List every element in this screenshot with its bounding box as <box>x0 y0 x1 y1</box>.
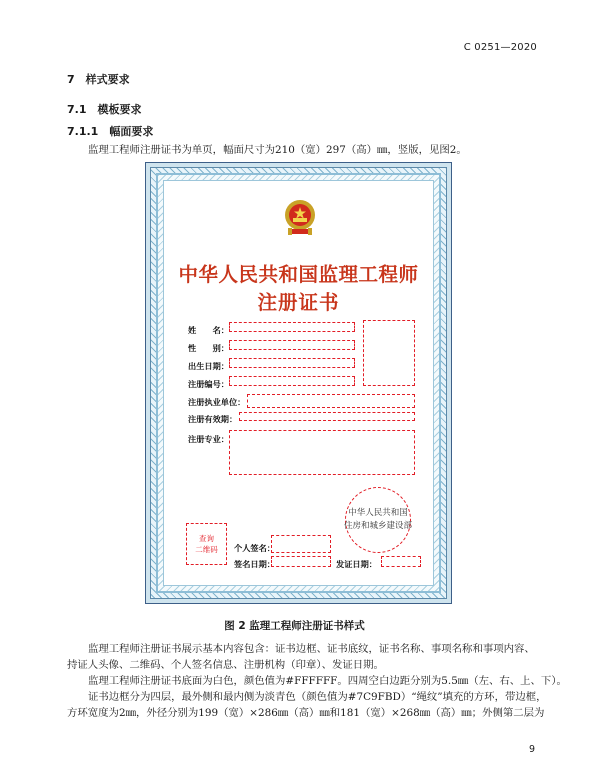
label-registration-major: 注册专业： <box>188 434 229 444</box>
certificate-title-line1: 中华人民共和国监理工程师 <box>178 263 419 286</box>
name-field-box <box>229 322 355 332</box>
label-signature: 个人签名： <box>234 543 275 553</box>
section-heading-7: 7 样式要求 <box>67 73 130 86</box>
sign-date-field-box <box>271 556 331 567</box>
certificate-title-line2: 注册证书 <box>257 291 340 314</box>
paragraph-size-requirement: 监理工程师注册证书为单页，幅面尺寸为210（宽）297（高）㎜，竖版，见图2。 <box>88 144 467 156</box>
seal-text-line1: 中华人民共和国 <box>348 508 408 518</box>
registration-number-field-box <box>229 376 355 386</box>
section-heading-7-1: 7.1 模板要求 <box>67 103 142 116</box>
issue-date-field-box <box>381 556 421 567</box>
photo-placeholder-box <box>363 320 415 386</box>
label-registration-unit: 注册执业单位： <box>188 397 246 407</box>
qr-code-placeholder <box>186 523 227 565</box>
sex-field-box <box>229 340 355 350</box>
paragraph-content-line1: 监理工程师注册证书展示基本内容包含：证书边框、证书底纹，证书名称、事项名称和事项内容、 <box>88 643 535 655</box>
label-registration-number: 注册编号： <box>188 379 229 389</box>
paragraph-background-color: 监理工程师注册证书底面为白色，颜色值为#FFFFFF。四周空白边距分别为5.5㎜（左、右、上、下）。 <box>88 675 567 687</box>
qr-text-line1: 查询 <box>199 534 214 543</box>
label-issue-date: 发证日期： <box>336 559 377 569</box>
page-number: 9 <box>528 744 535 755</box>
paragraph-border-line2: 方环宽度为2㎜，外径分别为199（宽）×286㎜（高）㎜和181（宽）×268㎜（高）㎜；外侧第二层为 <box>67 707 545 719</box>
registration-unit-field-box <box>247 394 415 408</box>
birth-date-field-box <box>229 358 355 368</box>
issuing-authority-seal <box>345 487 411 553</box>
registration-major-field-box <box>229 430 415 475</box>
national-emblem-icon <box>282 198 318 236</box>
validity-period-field-box <box>239 412 415 421</box>
paragraph-border-line1: 证书边框分为四层，最外侧和最内侧为淡青色（颜色值为#7C9FBD）“绳纹”填充的方环，带边框， <box>88 691 547 703</box>
label-sex: 性 别： <box>188 343 229 353</box>
certificate-body <box>163 180 434 586</box>
label-birth-date: 出生日期： <box>188 361 229 371</box>
label-name: 姓 名： <box>188 325 229 335</box>
document-code: C 0251—2020 <box>463 42 537 53</box>
section-heading-7-1-1: 7.1.1 幅面要求 <box>67 125 154 138</box>
certificate-figure <box>145 162 452 604</box>
qr-text-line2: 二维码 <box>195 545 218 554</box>
label-validity-period: 注册有效期： <box>188 414 238 424</box>
seal-text-line2: 住房和城乡建设部 <box>344 521 413 531</box>
paragraph-content-line2: 持证人头像、二维码、个人签名信息、注册机构（印章）、发证日期。 <box>67 659 384 671</box>
label-sign-date: 签名日期： <box>234 559 275 569</box>
signature-field-box <box>271 535 331 553</box>
figure-caption: 图 2 监理工程师注册证书样式 <box>224 620 365 632</box>
